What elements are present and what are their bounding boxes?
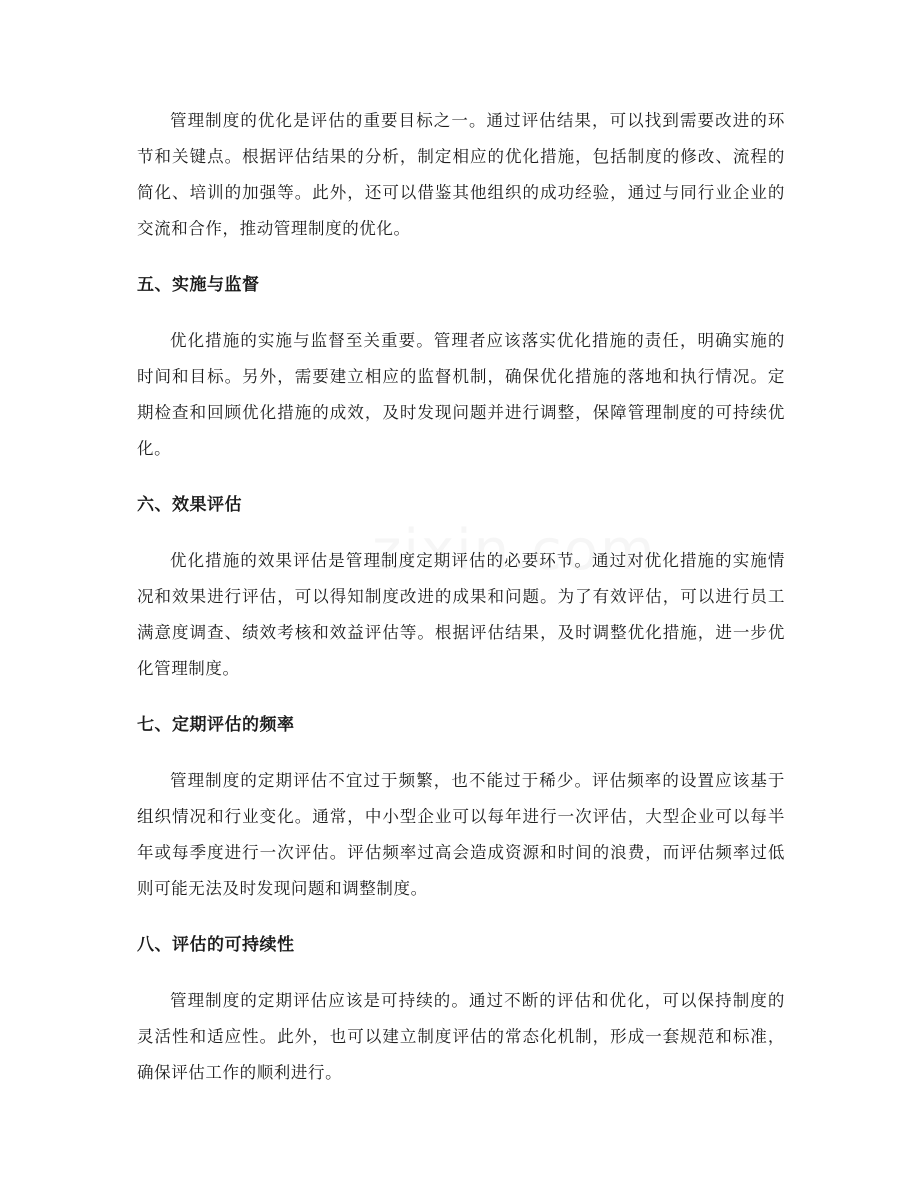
paragraph-evaluation-frequency: 管理制度的定期评估不宜过于频繁，也不能过于稀少。评估频率的设置应该基于组织情况和行业变化。通常，中小型企业可以每年进行一次评估，大型企业可以每半年或每季度进行一次评估。评估频率过高会造成资源和时间的浪费，而评估频率过低则可能无法及时发现问题和调整制度。 (137, 771, 785, 898)
paragraph-evaluation-sustainability: 管理制度的定期评估应该是可持续的。通过不断的评估和优化，可以保持制度的灵活性和适应性。此外，也可以建立制度评估的常态化机制，形成一套规范和标准，确保评估工作的顺利进行。 (137, 991, 785, 1082)
heading-implementation-supervision: 五、实施与监督 (137, 275, 260, 295)
paragraph-optimization: 管理制度的优化是评估的重要目标之一。通过评估结果，可以找到需要改进的环节和关键点。根据评估结果的分析，制定相应的优化措施，包括制度的修改、流程的简化、培训的加强等。此外，还可以借鉴其他组织的成功经验，通过与同行业企业的交流和合作，推动管理制度的优化。 (137, 111, 785, 238)
heading-evaluation-sustainability: 八、评估的可持续性 (137, 935, 295, 955)
heading-effect-evaluation: 六、效果评估 (137, 495, 242, 515)
document-body (137, 103, 785, 1091)
paragraph-effect-evaluation: 优化措施的效果评估是管理制度定期评估的必要环节。通过对优化措施的实施情况和效果进行评估，可以得知制度改进的成果和问题。为了有效评估，可以进行员工满意度调查、绩效考核和效益评估等。根据评估结果，及时调整优化措施，进一步优化管理制度。 (137, 551, 785, 678)
heading-evaluation-frequency: 七、定期评估的频率 (137, 715, 295, 735)
paragraph-implementation-supervision: 优化措施的实施与监督至关重要。管理者应该落实优化措施的责任，明确实施的时间和目标。另外，需要建立相应的监督机制，确保优化措施的落地和执行情况。定期检查和回顾优化措施的成效，及时发现问题并进行调整，保障管理制度的可持续优化。 (137, 331, 785, 458)
